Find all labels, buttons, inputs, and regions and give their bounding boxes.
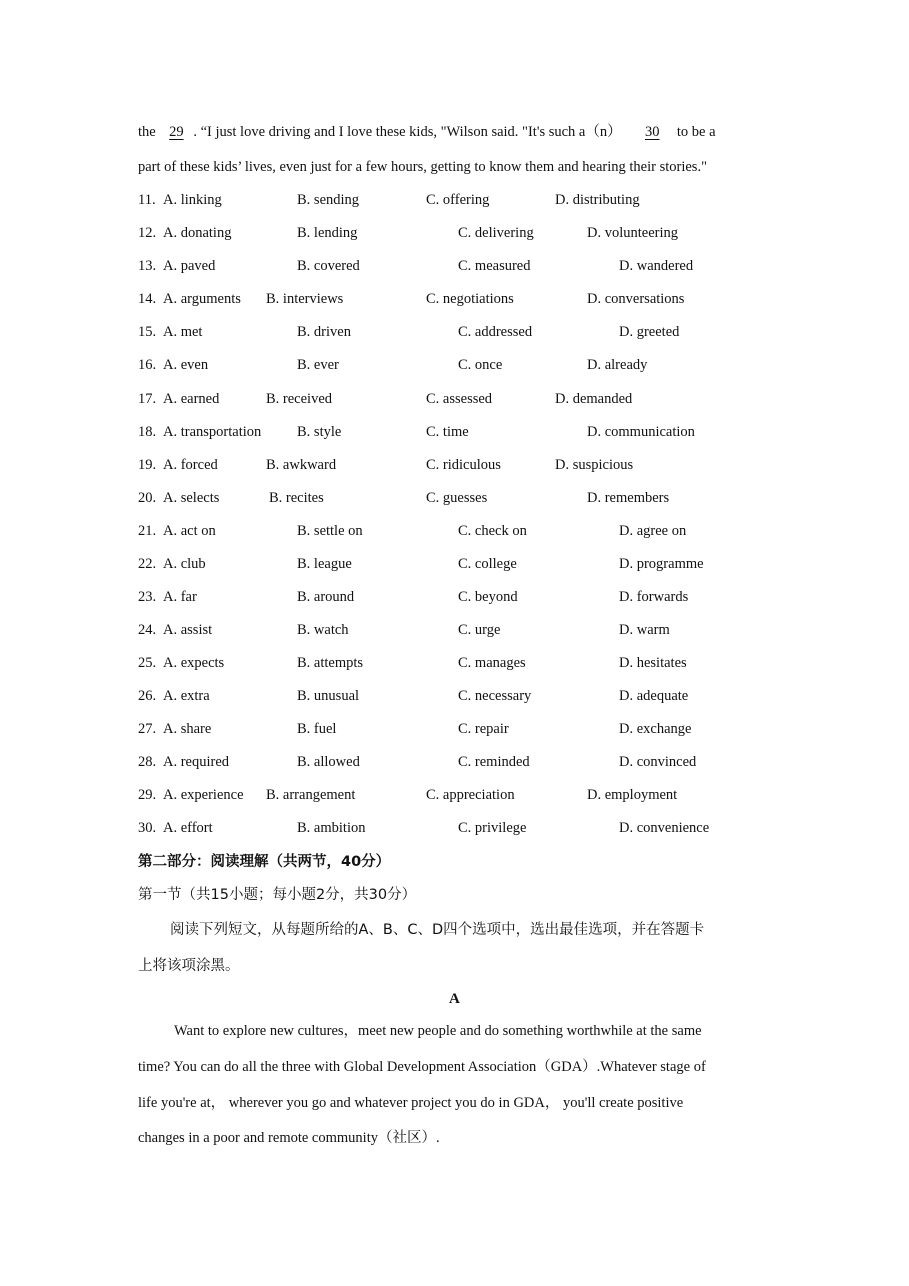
option-c: C. guesses <box>426 490 488 506</box>
option-b: B. arrangement <box>266 787 356 803</box>
question-number: 23. <box>138 589 157 605</box>
question-number: 16. <box>138 357 157 373</box>
question-row <box>0 322 909 342</box>
question-row <box>0 587 909 607</box>
option-b: B. unusual <box>297 688 360 704</box>
option-d: D. exchange <box>619 721 692 737</box>
option-a: A. required <box>163 754 230 770</box>
question-number: 18. <box>138 424 157 440</box>
question-row <box>0 455 909 475</box>
question-row <box>0 686 909 706</box>
option-c: C. addressed <box>458 324 533 340</box>
option-d: D. distributing <box>555 192 640 208</box>
option-b: B. lending <box>297 225 358 241</box>
question-row <box>0 752 909 772</box>
article-a-line-3: life you're at， wherever you go and whatever project you do in GDA， you'll create positive <box>138 1095 684 1111</box>
article-a-line-1: Want to explore new cultures，meet new people and do something worthwhile at the same <box>174 1023 702 1039</box>
question-number: 15. <box>138 324 157 340</box>
option-b: B. around <box>297 589 355 605</box>
option-d: D. adequate <box>619 688 689 704</box>
option-c: C. privilege <box>458 820 527 836</box>
question-row <box>0 521 909 541</box>
option-a: A. share <box>163 721 212 737</box>
option-d: D. greeted <box>619 324 680 340</box>
option-d: D. wandered <box>619 258 694 274</box>
option-d: D. volunteering <box>587 225 679 241</box>
question-number: 17. <box>138 391 157 407</box>
option-d: D. convinced <box>619 754 697 770</box>
option-b: B. style <box>297 424 342 440</box>
option-c: C. appreciation <box>426 787 515 803</box>
option-d: D. suspicious <box>555 457 634 473</box>
question-row <box>0 719 909 739</box>
question-row <box>0 389 909 409</box>
option-a: A. met <box>163 324 203 340</box>
passage-line1-mid: . “I just love driving and I love these kids, "Wilson said. "It's such a（n） <box>193 124 622 140</box>
option-d: D. programme <box>619 556 704 572</box>
option-c: C. repair <box>458 721 509 737</box>
option-a: A. linking <box>163 192 222 208</box>
option-d: D. demanded <box>555 391 633 407</box>
option-d: D. communication <box>587 424 695 440</box>
option-b: B. watch <box>297 622 349 638</box>
question-number: 27. <box>138 721 157 737</box>
question-number: 25. <box>138 655 157 671</box>
option-a: A. donating <box>163 225 232 241</box>
question-row <box>0 818 909 838</box>
question-row <box>0 223 909 243</box>
question-row <box>0 422 909 442</box>
option-a: A. arguments <box>163 291 241 307</box>
section1-heading: 第一节（共15小题；每小题2分，共30分） <box>138 887 417 903</box>
question-number: 30. <box>138 820 157 836</box>
question-row <box>0 289 909 309</box>
option-d: D. conversations <box>587 291 685 307</box>
option-a: A. expects <box>163 655 225 671</box>
question-number: 21. <box>138 523 157 539</box>
option-c: C. negotiations <box>426 291 514 307</box>
option-a: A. selects <box>163 490 220 506</box>
option-b: B. fuel <box>297 721 337 737</box>
option-b: B. attempts <box>297 655 364 671</box>
option-c: C. check on <box>458 523 527 539</box>
option-a: A. act on <box>163 523 216 539</box>
option-c: C. necessary <box>458 688 532 704</box>
article-a-heading: A <box>449 991 460 1007</box>
option-d: D. remembers <box>587 490 670 506</box>
question-number: 19. <box>138 457 157 473</box>
question-row <box>0 190 909 210</box>
option-c: C. reminded <box>458 754 530 770</box>
passage-line1-prefix: the <box>138 124 156 140</box>
option-b: B. interviews <box>266 291 344 307</box>
option-c: C. time <box>426 424 469 440</box>
question-number: 11. <box>138 192 156 208</box>
option-d: D. employment <box>587 787 678 803</box>
blank-29: 29 <box>169 124 184 140</box>
instruction-line-1: 阅读下列短文，从每题所给的A、B、C、D四个选项中，选出最佳选项，并在答题卡 <box>170 922 705 938</box>
option-a: A. even <box>163 357 209 373</box>
option-a: A. experience <box>163 787 244 803</box>
option-a: A. transportation <box>163 424 262 440</box>
option-b: B. covered <box>297 258 360 274</box>
option-b: B. recites <box>269 490 324 506</box>
option-b: B. settle on <box>297 523 363 539</box>
option-a: A. earned <box>163 391 220 407</box>
blank-30: 30 <box>644 124 660 140</box>
passage-line-1 <box>138 122 716 142</box>
option-c: C. college <box>458 556 517 572</box>
option-b: B. league <box>297 556 352 572</box>
question-number: 26. <box>138 688 157 704</box>
option-b: B. received <box>266 391 333 407</box>
option-c: C. beyond <box>458 589 518 605</box>
option-a: A. assist <box>163 622 213 638</box>
option-a: A. club <box>163 556 206 572</box>
option-b: B. ambition <box>297 820 366 836</box>
option-c: C. once <box>458 357 503 373</box>
question-row <box>0 785 909 805</box>
option-b: B. ever <box>297 357 339 373</box>
question-number: 20. <box>138 490 157 506</box>
option-a: A. paved <box>163 258 216 274</box>
question-row <box>0 355 909 375</box>
option-b: B. awkward <box>266 457 337 473</box>
question-row <box>0 554 909 574</box>
option-d: D. forwards <box>619 589 689 605</box>
option-d: D. convenience <box>619 820 710 836</box>
option-d: D. hesitates <box>619 655 687 671</box>
option-b: B. driven <box>297 324 351 340</box>
article-a-line-4: changes in a poor and remote community（社区）. <box>138 1130 440 1146</box>
option-c: C. ridiculous <box>426 457 501 473</box>
question-number: 12. <box>138 225 157 241</box>
question-number: 13. <box>138 258 157 274</box>
question-row <box>0 620 909 640</box>
question-row <box>0 488 909 508</box>
option-a: A. far <box>163 589 197 605</box>
passage-line1-suffix: to be a <box>676 124 716 140</box>
question-number: 14. <box>138 291 157 307</box>
option-c: C. manages <box>458 655 526 671</box>
option-a: A. extra <box>163 688 210 704</box>
option-c: C. urge <box>458 622 501 638</box>
option-d: D. warm <box>619 622 670 638</box>
option-d: D. already <box>587 357 648 373</box>
option-c: C. delivering <box>458 225 534 241</box>
question-number: 28. <box>138 754 157 770</box>
option-a: A. forced <box>163 457 218 473</box>
option-d: D. agree on <box>619 523 687 539</box>
question-number: 22. <box>138 556 157 572</box>
option-b: B. sending <box>297 192 360 208</box>
passage-line-2: part of these kids’ lives, even just for a few hours, getting to know them and hearing their stories." <box>138 159 707 175</box>
question-number: 24. <box>138 622 157 638</box>
part2-title: 第二部分：阅读理解（共两节，40分） <box>138 854 391 870</box>
option-b: B. allowed <box>297 754 360 770</box>
question-row <box>0 256 909 276</box>
option-c: C. measured <box>458 258 531 274</box>
option-c: C. offering <box>426 192 490 208</box>
question-number: 29. <box>138 787 157 803</box>
option-c: C. assessed <box>426 391 493 407</box>
question-row <box>0 653 909 673</box>
instruction-line-2: 上将该项涂黑。 <box>138 958 240 974</box>
article-a-line-2: time? You can do all the three with Global Development Association（GDA）.Whatever stage of <box>138 1059 706 1075</box>
option-a: A. effort <box>163 820 213 836</box>
